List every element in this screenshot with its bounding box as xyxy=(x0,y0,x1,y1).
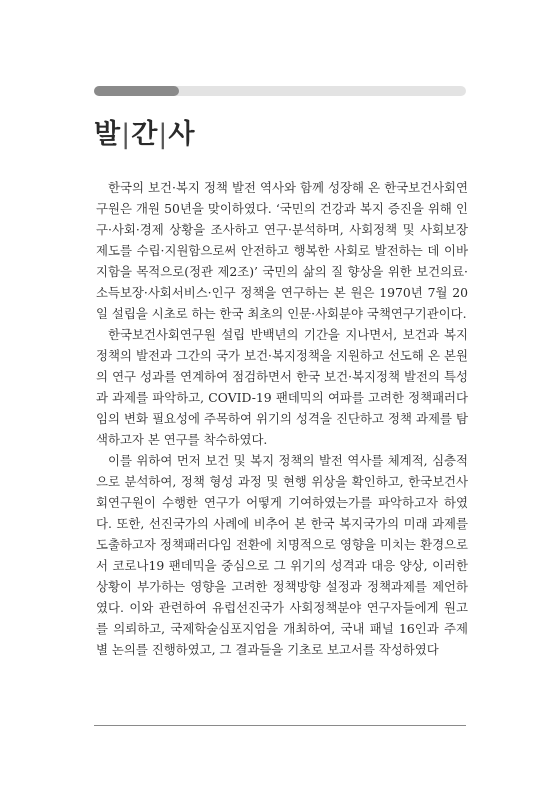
title-decoration-bar xyxy=(94,86,466,96)
page-title-separator-2: | xyxy=(158,119,168,151)
page-title-separator-1: | xyxy=(121,119,131,151)
paragraph-2: 한국보건사회연구원 설립 반백년의 기간을 지나면서, 보건과 복지 정책의 발전과 그간의 국가 보건·복지정책을 지원하고 선도해 온 본원의 연구 성과를 연계하여 점검하면서 한국 보건·복지정책 발전의 특성과 과제를 파악하고, COVID-19 팬데믹의 여파를 고려한 정책패러다임의 변화 필요성에 주목하여 위기의 성격을 진단하고 정책 과제를 탐색하고자 본 연구를 착수하였다. xyxy=(96,327,468,447)
paragraph-1: 한국의 보건·복지 정책 발전 역사와 함께 성장해 온 한국보건사회연구원은 개원 50년을 맞이하였다. ‘국민의 건강과 복지 증진을 위해 인구·사회·경제 상황을 조사하고 연구·분석하며, 사회정책 및 사회보장제도를 수립·지원함으로써 안전하고 행복한 사회로 발전하는 데 이바지함을 목적으로(정관 제2조)’ 국민의 삶의 질 향상을 위한 보건의료·소득보장·사회서비스·인구 정책을 연구하는 본 원은 1970년 7월 20일 설립을 시초로 하는 한국 최초의 인문·사회분야 국책연구기관이다. xyxy=(96,180,468,321)
page-title-part-1: 발 xyxy=(94,119,121,151)
page-title-part-3: 사 xyxy=(168,119,195,151)
page-title-part-2: 간 xyxy=(131,119,158,151)
bottom-divider xyxy=(94,725,466,726)
paragraph-3: 이를 위하여 먼저 보건 및 복지 정책의 발전 역사를 체계적, 심층적으로 분석하여, 정책 형성 과정 및 현행 위상을 확인하고, 한국보건사회연구원이 수행한 연구가 어떻게 기여하였는가를 파악하고자 하였다. 또한, 선진국가의 사례에 비추어 본 한국 복지국가의 미래 과제를 도출하고자 정책패러다임 전환에 치명적으로 영향을 미치는 환경으로서 코로나19 팬데믹을 중심으로 그 위기의 성격과 대응 양상, 이러한 상황이 부가하는 영향을 고려한 정책방향 설정과 정책과제를 제언하였다. 이와 관련하여 유럽선진국가 사회정책분야 연구자들에게 원고를 의뢰하고, 국제학술심포지엄을 개최하여, 국내 패널 16인과 주제별 논의를 진행하였고, 그 결과들을 기초로 보고서를 작성하였다 xyxy=(96,453,468,657)
title-decoration-accent xyxy=(94,86,179,96)
page-title xyxy=(94,118,195,152)
body-text xyxy=(96,177,468,660)
